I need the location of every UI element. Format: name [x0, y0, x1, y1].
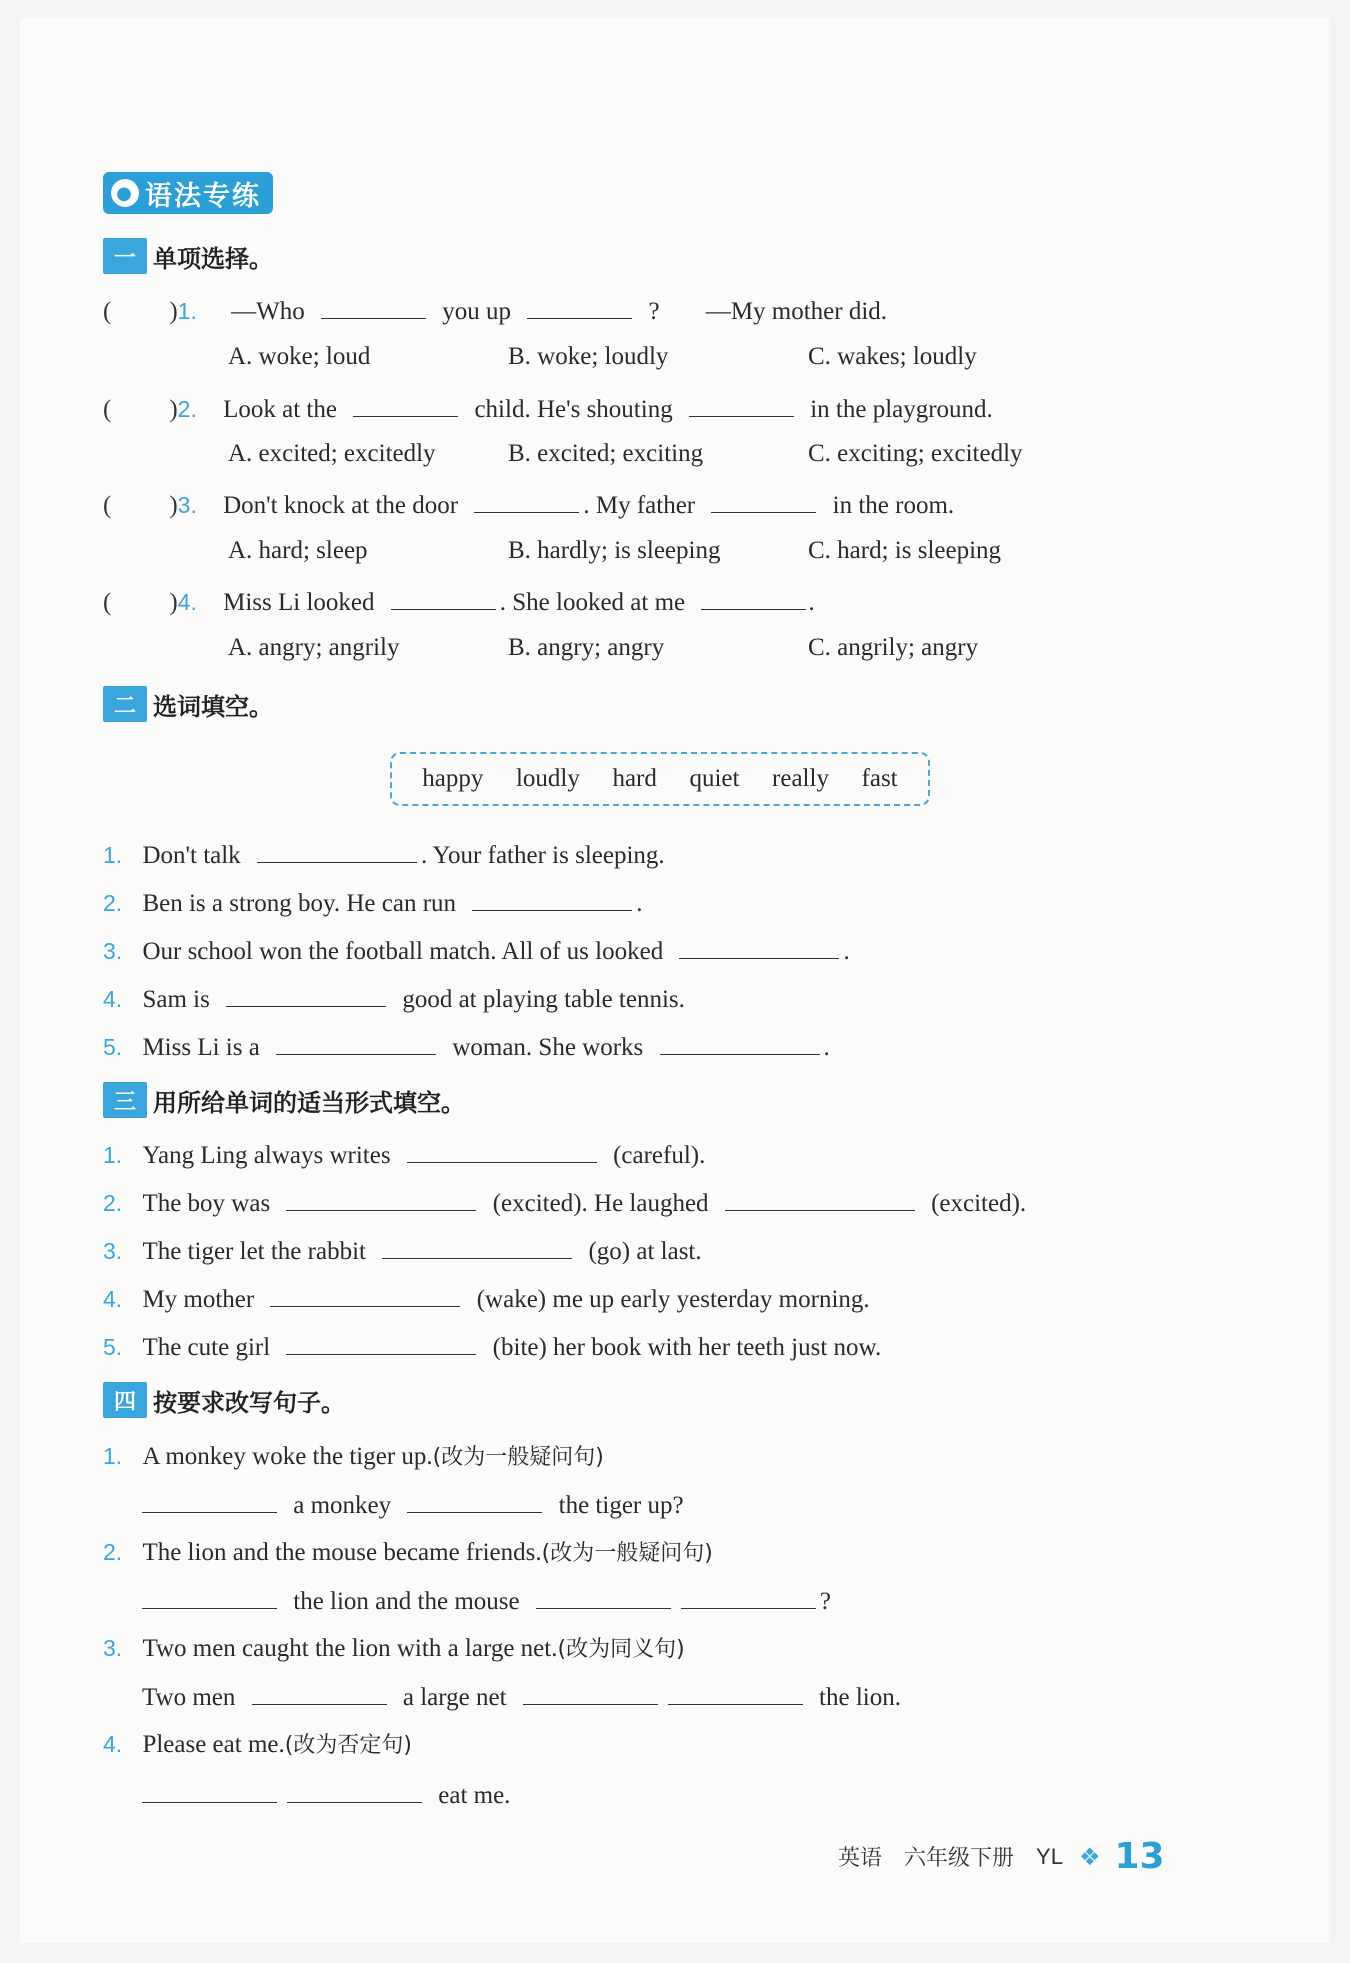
answer-blank[interactable] [679, 934, 839, 959]
option-c[interactable]: C. hard; is sleeping [808, 537, 1002, 564]
grade-label: 六年级下册 [904, 1846, 1015, 1871]
section-2-heading [103, 686, 273, 722]
banner-title: 语法专练 [145, 180, 261, 212]
section-number: 一 [103, 238, 147, 274]
question-row: 2. The lion and the mouse became friends.(改为一般疑问句) [103, 1539, 713, 1566]
option-a[interactable]: A. hard; sleep [228, 537, 368, 564]
question-row: ( )3. Don't knock at the door . My father in the room. [103, 488, 954, 520]
answer-blank[interactable] [257, 838, 417, 863]
edition-label: YL [1036, 1843, 1063, 1869]
question-row: 1. A monkey woke the tiger up.(改为一般疑问句) [103, 1443, 604, 1470]
answer-blank[interactable] [276, 1030, 436, 1055]
section-3-heading [103, 1082, 465, 1118]
option-c[interactable]: C. angrily; angry [808, 634, 979, 661]
answer-blank[interactable] [474, 488, 579, 513]
question-row: 1. Yang Ling always writes (careful). [103, 1138, 705, 1170]
word: fast [861, 765, 898, 792]
option-b[interactable]: B. hardly; is sleeping [508, 537, 721, 564]
answer-blank[interactable] [391, 585, 496, 610]
answer-blank[interactable] [407, 1138, 597, 1163]
question-row: ( )2. Look at the child. He's shouting in the playground. [103, 392, 993, 424]
answer-blank[interactable] [407, 1488, 542, 1513]
answer-row: the lion and the mouse ? [142, 1584, 831, 1616]
page-number: 13 [1114, 1836, 1165, 1877]
option-b[interactable]: B. angry; angry [508, 634, 665, 661]
word: hard [612, 765, 657, 792]
question-row: 4. Sam is good at playing table tennis. [103, 982, 685, 1014]
answer-row: a monkey the tiger up? [142, 1488, 684, 1520]
question-row: 5. The cute girl (bite) her book with her teeth just now. [103, 1330, 881, 1362]
word: loudly [515, 765, 580, 792]
question-row: 5. Miss Li is a woman. She works . [103, 1030, 830, 1062]
option-b[interactable]: B. excited; exciting [508, 440, 704, 467]
answer-blank[interactable] [701, 585, 806, 610]
option-a[interactable]: A. excited; excitedly [228, 440, 436, 467]
section-title: 选词填空。 [153, 692, 273, 721]
section-banner [103, 172, 273, 214]
option-a[interactable]: A. woke; loud [228, 343, 371, 370]
section-title: 按要求改写句子。 [153, 1388, 345, 1417]
question-row: ( )1. —Who you up ? —My mother did. [103, 294, 887, 326]
section-4-heading [103, 1382, 345, 1418]
answer-blank[interactable] [353, 392, 458, 417]
answer-blank[interactable] [142, 1778, 277, 1803]
answer-blank[interactable] [382, 1234, 572, 1259]
answer-blank[interactable] [321, 294, 426, 319]
answer-blank[interactable] [523, 1680, 658, 1705]
answer-blank[interactable] [287, 1778, 422, 1803]
section-title: 单项选择。 [153, 244, 273, 273]
speech-bubble-icon: ● [111, 179, 139, 207]
question-row: 4. My mother (wake) me up early yesterday morning. [103, 1282, 870, 1314]
question-row: 3. Our school won the football match. All of us looked . [103, 934, 850, 966]
option-c[interactable]: C. exciting; excitedly [808, 440, 1023, 467]
section-1-heading [103, 238, 273, 274]
section-title: 用所给单词的适当形式填空。 [153, 1088, 465, 1117]
answer-row: Two men a large net the lion. [142, 1680, 901, 1712]
answer-blank[interactable] [536, 1584, 671, 1609]
answer-blank[interactable] [725, 1186, 915, 1211]
word-bank [390, 752, 930, 806]
answer-blank[interactable] [660, 1030, 820, 1055]
section-number: 四 [103, 1382, 147, 1418]
answer-blank[interactable] [286, 1186, 476, 1211]
answer-blank[interactable] [270, 1282, 460, 1307]
answer-blank[interactable] [142, 1488, 277, 1513]
answer-blank[interactable] [142, 1584, 277, 1609]
question-row: 1. Don't talk . Your father is sleeping. [103, 838, 665, 870]
question-row: 3. Two men caught the lion with a large net.(改为同义句) [103, 1635, 685, 1662]
question-row: 2. The boy was (excited). He laughed (excited). [103, 1186, 1026, 1218]
question-row: 3. The tiger let the rabbit (go) at last. [103, 1234, 702, 1266]
subject-label: 英语 [838, 1846, 883, 1871]
answer-blank[interactable] [252, 1680, 387, 1705]
question-row: 4. Please eat me.(改为否定句) [103, 1731, 412, 1758]
answer-row: eat me. [142, 1778, 510, 1810]
answer-blank[interactable] [711, 488, 816, 513]
answer-blank[interactable] [226, 982, 386, 1007]
page-footer [838, 1836, 1165, 1877]
section-number: 二 [103, 686, 147, 722]
question-row: 2. Ben is a strong boy. He can run . [103, 886, 643, 918]
word: happy [422, 765, 484, 792]
word: really [772, 765, 829, 792]
diamond-icon: ❖ [1078, 1842, 1101, 1871]
option-c[interactable]: C. wakes; loudly [808, 343, 977, 370]
answer-blank[interactable] [668, 1680, 803, 1705]
word: quiet [689, 765, 740, 792]
option-b[interactable]: B. woke; loudly [508, 343, 669, 370]
question-row: ( )4. Miss Li looked . She looked at me . [103, 585, 815, 617]
answer-blank[interactable] [286, 1330, 476, 1355]
section-number: 三 [103, 1082, 147, 1118]
option-a[interactable]: A. angry; angrily [228, 634, 400, 661]
answer-blank[interactable] [689, 392, 794, 417]
answer-blank[interactable] [681, 1584, 816, 1609]
answer-blank[interactable] [527, 294, 632, 319]
answer-blank[interactable] [472, 886, 632, 911]
